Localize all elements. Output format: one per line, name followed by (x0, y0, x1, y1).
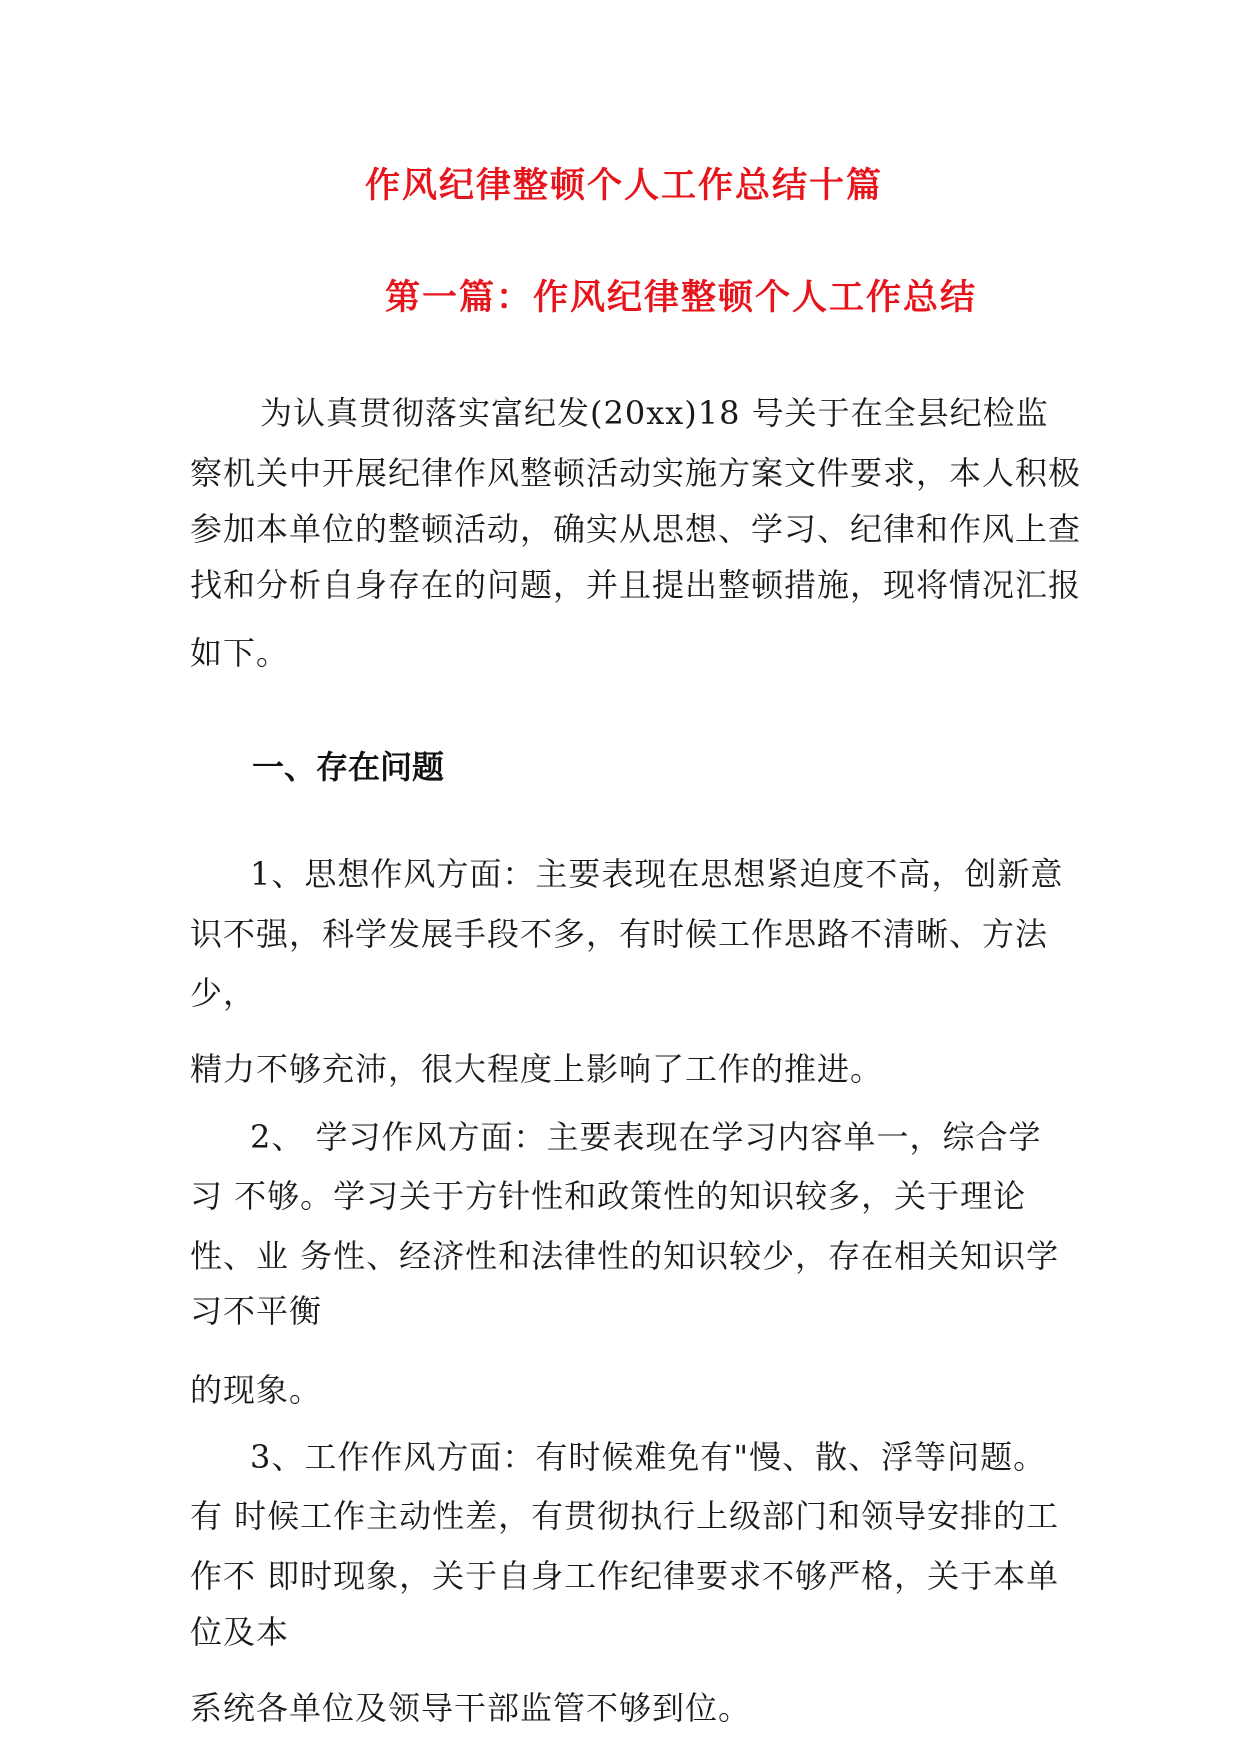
document-title: 作风纪律整顿个人工作总结十篇 (364, 166, 883, 206)
item1-line-1: 1、思想作风方面：主要表现在思想紧迫度不高，创新意 (250, 855, 1064, 893)
intro-line-4: 找和分析自身存在的问题，并且提出整顿措施，现将情况汇报 (190, 566, 1082, 604)
item2-line-4: 习不平衡 (190, 1292, 323, 1330)
item2-line-2: 习 不够。学习关于方针性和政策性的知识较多，关于理论 (190, 1177, 1027, 1215)
intro-line-1: 为认真贯彻落实富纪发(20xx)18 号关于在全县纪检监 (260, 394, 1049, 432)
item1-line-2: 识不强，科学发展手段不多，有时候工作思路不清晰、方法 (190, 915, 1049, 953)
item3-line-3: 作不 即时现象，关于自身工作纪律要求不够严格，关于本单 (190, 1557, 1060, 1595)
item3-line-1: 3、工作作风方面：有时候难免有"慢、散、浮等问题。 (250, 1438, 1047, 1476)
item3-line-2: 有 时候工作主动性差，有贯彻执行上级部门和领导安排的工 (190, 1497, 1060, 1535)
item2-line-3: 性、业 务性、经济性和法律性的知识较少，存在相关知识学 (190, 1237, 1060, 1275)
item2-line-5: 的现象。 (190, 1371, 323, 1409)
intro-line-3: 参加本单位的整顿活动，确实从思想、学习、纪律和作风上查 (190, 510, 1082, 548)
item2-line-1: 2、 学习作风方面：主要表现在学习内容单一，综合学 (250, 1118, 1042, 1156)
item3-line-5: 系统各单位及领导干部监管不够到位。 (190, 1689, 752, 1727)
section-heading: 一、存在问题 (252, 748, 445, 786)
item3-line-4: 位及本 (190, 1613, 290, 1651)
item1-line-3: 少， (190, 974, 257, 1012)
item1-line-4: 精力不够充沛，很大程度上影响了工作的推进。 (190, 1050, 884, 1088)
document-subtitle: 第一篇：作风纪律整顿个人工作总结 (384, 278, 977, 318)
intro-line-2: 察机关中开展纪律作风整顿活动实施方案文件要求，本人积极 (190, 454, 1082, 492)
intro-line-5: 如下。 (190, 634, 290, 672)
